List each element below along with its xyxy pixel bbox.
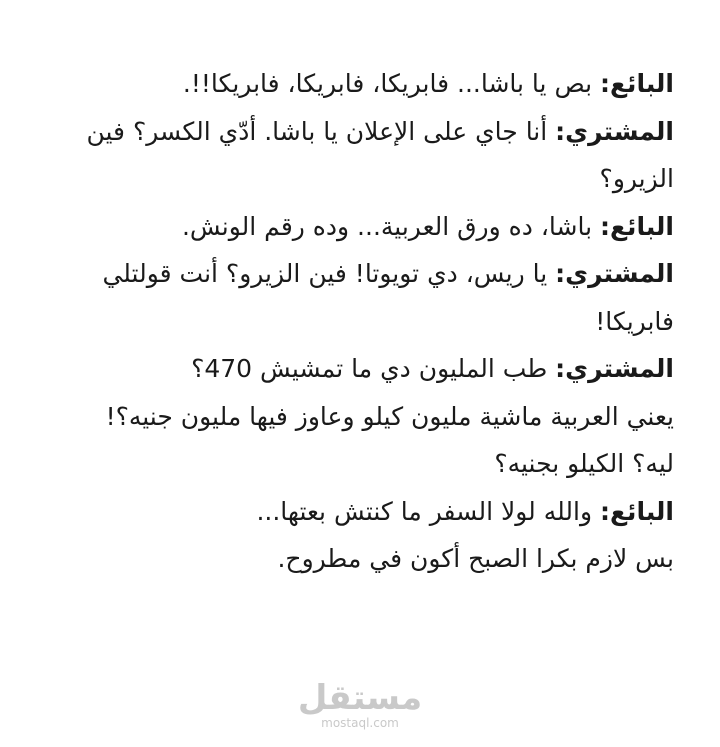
speaker-label: البائع:: [599, 211, 674, 241]
dialogue-text-span: يعني العربية ماشية مليون كيلو وعاوز فيها مليون جنيه؟!: [105, 401, 674, 431]
dialogue-text-span: طب المليون دي ما تمشيش 470؟: [191, 354, 556, 383]
speaker-label: المشتري:: [555, 116, 674, 146]
dialogue-line: [44, 488, 674, 536]
speaker-label: البائع:: [599, 496, 674, 526]
dialogue-line: [44, 393, 674, 441]
dialogue-line: [44, 250, 674, 345]
dialogue-line: [44, 60, 674, 108]
speaker-label: المشتري:: [555, 259, 674, 288]
dialogue-text-span: بص يا باشا... فابريكا، فابريكا، فابريكا!!.: [182, 69, 600, 98]
dialogue-text-span: ليه؟ الكيلو بجنيه؟: [494, 449, 674, 478]
dialogue-line: [44, 535, 674, 583]
dialogue-line: [44, 108, 674, 203]
dialogue-text: [44, 60, 674, 583]
dialogue-line: [44, 203, 674, 251]
dialogue-text-span: والله لولا السفر ما كنتش بعتها...: [256, 496, 600, 526]
dialogue-text-span: بس لازم بكرا الصبح أكون في مطروح.: [277, 544, 674, 573]
speaker-label: البائع:: [599, 69, 674, 98]
dialogue-text-span: أنا جاي على الإعلان يا باشا. أدّي الكسر؟ فين الزيرو؟: [86, 116, 674, 193]
logo-site: mostaql.com: [321, 716, 399, 730]
dialogue-line: [44, 440, 674, 488]
speaker-label: المشتري:: [555, 354, 674, 383]
dialogue-text-span: يا ريس، دي تويوتا! فين الزيرو؟ أنت قولتلي فابريكا!: [102, 259, 674, 336]
watermark-logo: [0, 680, 720, 730]
logo-text: مستقل: [297, 678, 423, 718]
dialogue-text-span: باشا، ده ورق العربية... وده رقم الونش.: [181, 211, 600, 241]
dialogue-line: [44, 345, 674, 393]
